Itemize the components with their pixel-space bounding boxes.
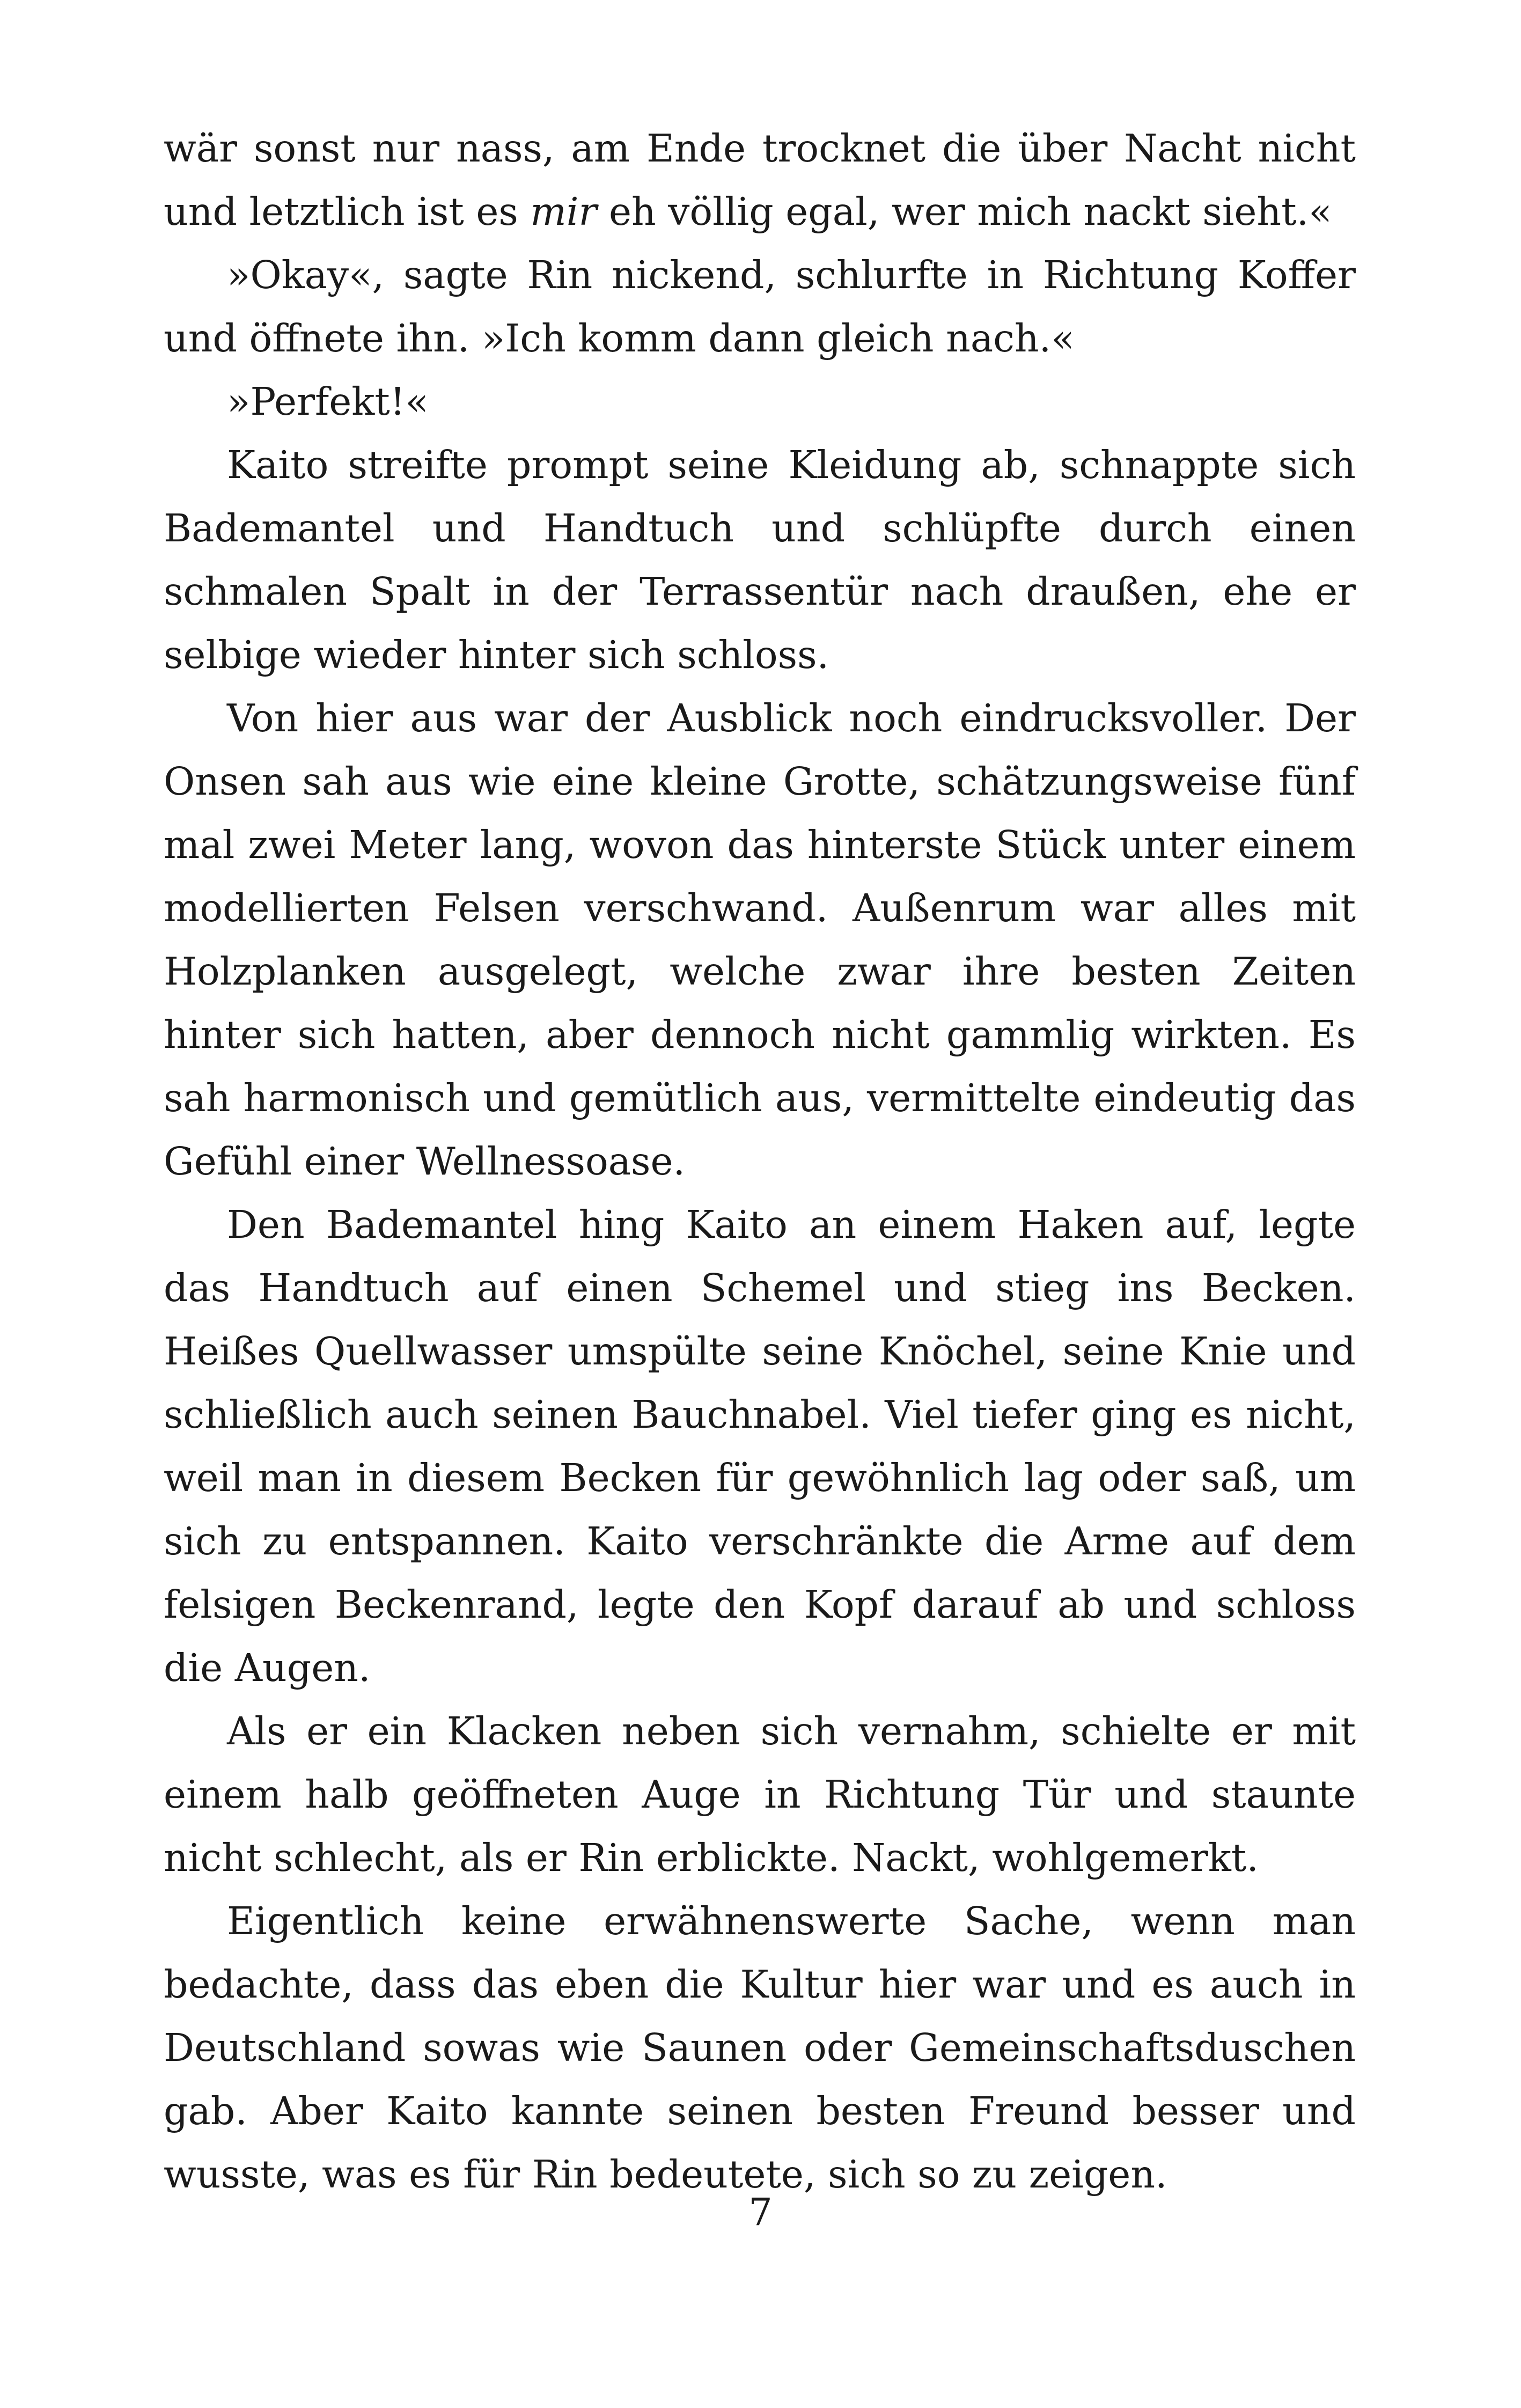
paragraph-continuation	[164, 117, 1356, 244]
emphasis-text: mir	[530, 189, 597, 234]
paragraph: Eigentlich keine erwähnenswerte Sache, wenn man bedachte, dass das eben die Kultur hier war und es auch in Deutschland sowas wie Saunen oder Gemeinschaftsduschen gab. Aber Kaito kannte seinen besten Freund besser und wusste, was es für Rin bedeutete, sich so zu zeigen.	[164, 1899, 1356, 2197]
paragraph: Kaito streifte prompt seine Kleidung ab, schnappte sich Bademantel und Handtuch und schlüpfte durch einen schmalen Spalt in der Terrassentür nach draußen, ehe er selbige wieder hinter sich schloss.	[164, 443, 1356, 677]
page-number: 7	[748, 2190, 773, 2234]
paragraph: Den Bademantel hing Kaito an einem Haken auf, legte das Handtuch auf einen Schemel und stieg ins Becken. Heißes Quellwasser umspülte seine Knöchel, seine Knie und schließlich auch seinen Bauchnabel. Viel tiefer ging es nicht, weil man in diesem Becken für gewöhnlich lag oder saß, um sich zu entspannen. Kaito verschränkte die Arme auf dem felsigen Beckenrand, legte den Kopf darauf ab und schloss die Augen.	[164, 1202, 1356, 1690]
paragraph-text: eh völlig egal, wer mich nackt sieht.«	[597, 189, 1332, 234]
paragraph-text: wär sonst nur nass, am Ende trocknet die über Nacht nicht und letztlich ist es	[164, 126, 1356, 234]
paragraph: »Okay«, sagte Rin nickend, schlurfte in Richtung Koffer und öffnete ihn. »Ich komm dann gleich nach.«	[164, 253, 1356, 361]
paragraph: Als er ein Klacken neben sich vernahm, schielte er mit einem halb geöffneten Auge in Richtung Tür und staunte nicht schlecht, als er Rin erblickte. Nackt, wohlgemerkt.	[164, 1709, 1356, 1880]
body-text	[164, 117, 1356, 2206]
paragraph: »Perfekt!«	[227, 379, 429, 424]
paragraph: Von hier aus war der Ausblick noch eindrucksvoller. Der Onsen sah aus wie eine kleine Grotte, schätzungsweise fünf mal zwei Meter lang, wovon das hinterste Stück unter einem modellierten Felsen verschwand. Außenrum war alles mit Holzplanken ausgelegt, welche zwar ihre besten Zeiten hinter sich hatten, aber dennoch nicht gammlig wirkten. Es sah harmonisch und gemütlich aus, vermittelte eindeutig das Gefühl einer Wellnessoase.	[164, 696, 1356, 1184]
